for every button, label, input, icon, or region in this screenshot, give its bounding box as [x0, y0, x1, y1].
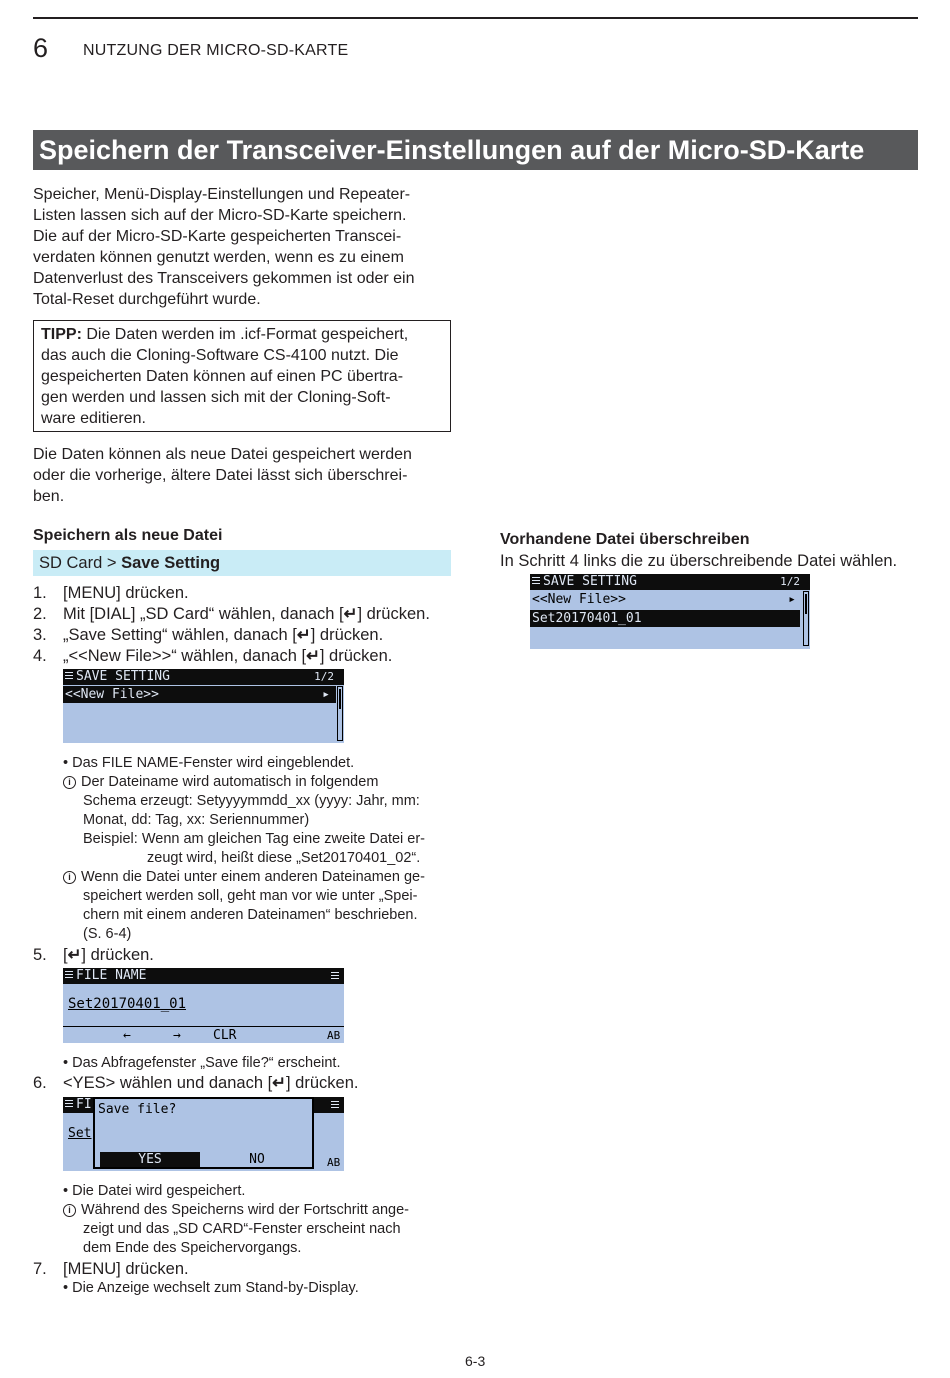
step6-notes: • Die Datei wird gespeichert. i Während des Speicherns wird der Fortschritt ange- zeigt und das „SD CARD“-Fenster erscheint nach dem Ende des Speichervorgangs. [63, 1183, 410, 1256]
overwrite-text: In Schritt 4 links die zu überschreibende Datei wählen. [500, 552, 898, 570]
tip-label: TIPP: [41, 326, 82, 343]
menu-icon [331, 972, 339, 981]
key-left[interactable]: ← [123, 1028, 131, 1043]
menu-path: SD Card > Save Setting [33, 550, 451, 576]
info-icon: i [63, 776, 76, 789]
enter-key-icon: ↵ [306, 647, 320, 665]
key-right[interactable]: → [173, 1028, 181, 1043]
save-file-dialog [93, 1097, 314, 1169]
arrow-right-icon: ▸ [788, 592, 796, 607]
menu-icon [65, 971, 73, 980]
chapter-number: 6 [33, 33, 49, 63]
tip-box: TIPP: Die Daten werden im .icf-Format gespeichert, das auch die Cloning-Software CS-4100 nutzt. Die gespeicherten Daten können auf einen PC übertra- gen werden und lassen sich mit der Cloning-Soft- ware editieren. [33, 320, 451, 432]
yes-button[interactable]: YES [100, 1152, 200, 1167]
step7-notes: • Die Anzeige wechselt zum Stand-by-Display. [63, 1280, 359, 1296]
header-rule [33, 17, 918, 19]
menu-icon [532, 577, 540, 586]
scrollbar[interactable] [337, 686, 343, 741]
step-3: 3. „Save Setting“ wählen, danach [↵] drücken. [33, 626, 384, 644]
step4-notes: • Das FILE NAME-Fenster wird eingeblendet. i Der Dateiname wird automatisch in folgendem Schema erzeugt: Setyyyymmdd_xx (yyyy: Jahr, mm: Monat, dd: Tag, xx: Seriennummer) Beispiel: Wenn am gleichen Tag eine zweite Datei er- zeugt wird, heißt diese „Set20170401_02“. i Wenn die Datei unter einem anderen Dateinamen ge- speichert werden soll, geht man vor wie unter „Spei- chern mit einem anderen Dateinamen“ beschrieben. (S. 6-4) [63, 755, 426, 942]
enter-key-icon: ↵ [343, 605, 358, 623]
step5-notes: • Das Abfragefenster „Save file?“ erscheint. [63, 1055, 341, 1071]
no-button[interactable]: NO [249, 1152, 265, 1167]
scrollbar[interactable] [803, 591, 809, 646]
info-icon: i [63, 1204, 76, 1217]
step-6: 6. <YES> wählen und danach [↵] drücken. [33, 1074, 359, 1092]
page-number: 6-3 [465, 1353, 486, 1369]
step-2: 2. Mit [DIAL] „SD Card“ wählen, danach [↵] drücken. [33, 605, 430, 623]
lcd-save-setting-overwrite: SAVE SETTING 1/2 <<New File>> ▸ Set20170401_01 [530, 574, 810, 649]
menu-icon [65, 672, 73, 681]
key-clr[interactable]: CLR [213, 1028, 237, 1043]
step-4: 4. „<<New File>>“ wählen, danach [↵] drücken. [33, 647, 393, 665]
chapter-title: NUTZUNG DER MICRO-SD-KARTE [83, 42, 349, 59]
menu-icon [65, 1100, 73, 1109]
step-5: 5. [↵] drücken. [33, 946, 154, 964]
file-name-value[interactable]: Set20170401_01 [68, 996, 187, 1012]
dialog-prompt: Save file? [98, 1102, 177, 1117]
enter-key-icon: ↵ [272, 1074, 286, 1092]
lcd-existing-file-row[interactable]: Set20170401_01 [530, 610, 800, 627]
lcd-file-name: FILE NAME Set20170401_01 ← → CLR AB [63, 968, 344, 1043]
overwrite-heading: Vorhandene Datei überschreiben [500, 531, 750, 548]
section-title: Speichern der Transceiver-Einstellungen auf der Micro-SD-Karte [33, 130, 918, 170]
lcd-new-file-row[interactable]: <<New File>> ▸ [532, 592, 796, 607]
lcd-save-dialog: FI Set AB Save file? YES NO [63, 1097, 344, 1171]
step-7: 7. [MENU] drücken. [33, 1260, 189, 1278]
intro-paragraph: Speicher, Menü-Display-Einstellungen und Repeater- Listen lassen sich auf der Micro-SD-Karte speichern. Die auf der Micro-SD-Karte gespeicherten Transcei- verdaten können genutzt werden, wenn es zu einem Datenverlust des Transceivers gekommen ist oder ein Total-Reset durchgeführt wurde. [33, 186, 415, 308]
key-ab[interactable]: AB [327, 1029, 341, 1042]
info-icon: i [63, 871, 76, 884]
arrow-right-icon: ▸ [322, 687, 330, 702]
menu-icon [331, 1101, 339, 1110]
enter-key-icon: ↵ [296, 626, 311, 644]
new-file-heading: Speichern als neue Datei [33, 527, 223, 544]
second-paragraph: Die Daten können als neue Datei gespeichert werden oder die vorherige, ältere Datei lässt sich überschrei- ben. [33, 446, 412, 505]
step-1: 1. [MENU] drücken. [33, 584, 189, 602]
lcd-new-file-row[interactable]: <<New File>> ▸ [63, 686, 336, 703]
lcd-save-setting: SAVE SETTING 1/2 <<New File>> ▸ [63, 669, 344, 743]
enter-key-icon: ↵ [67, 946, 82, 964]
